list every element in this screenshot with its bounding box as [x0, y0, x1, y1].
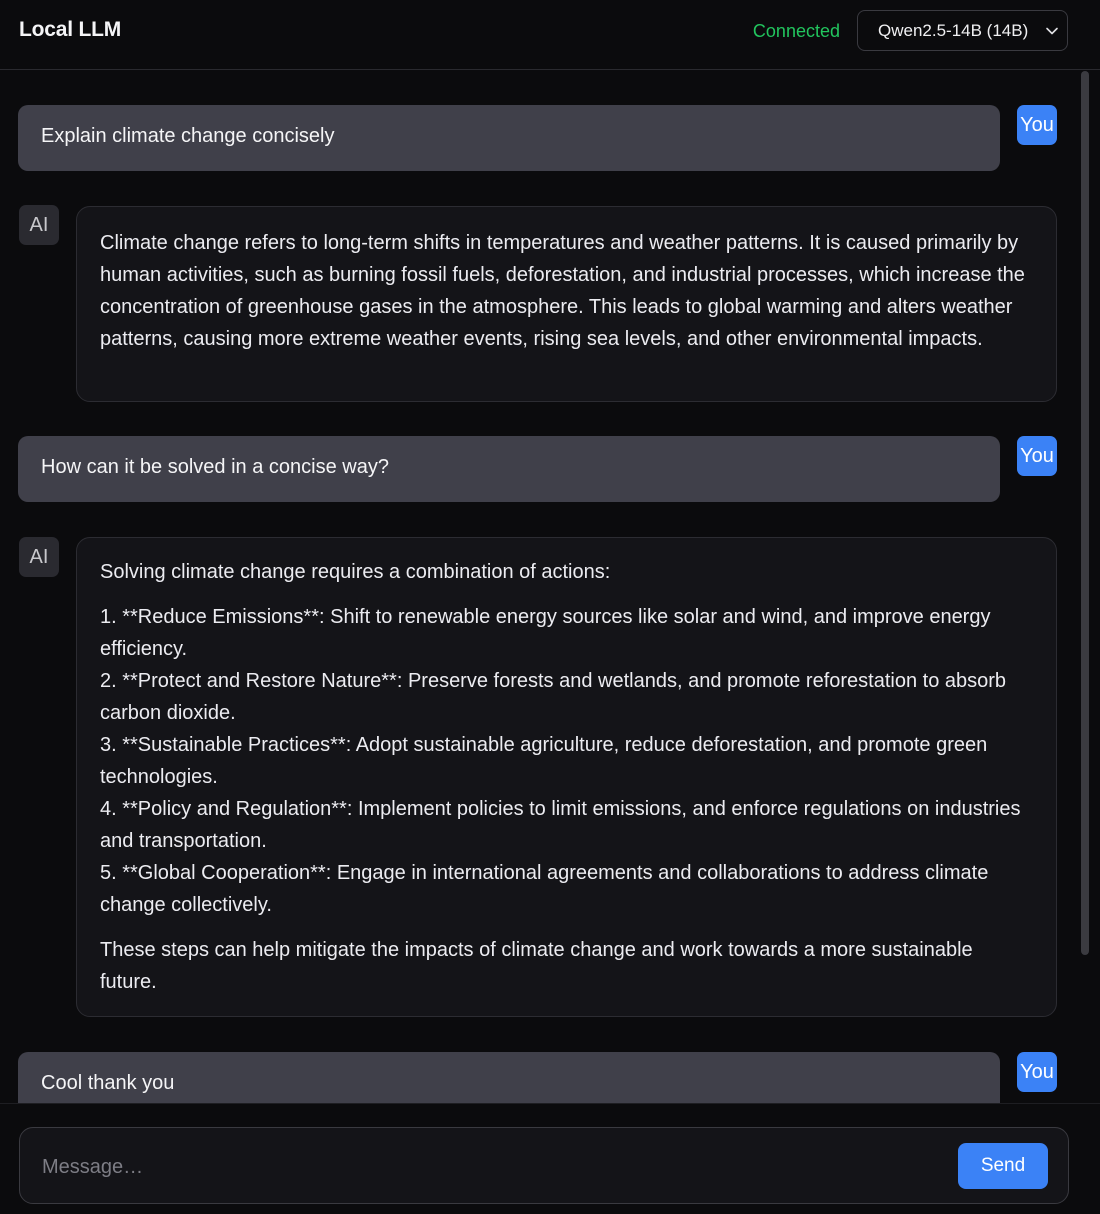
list-item: 1. **Reduce Emissions**: Shift to renewable energy sources like solar and wind, and improve energy efficiency.	[100, 606, 991, 660]
ai-message-intro: Solving climate change requires a combination of actions:	[100, 561, 611, 583]
message-input[interactable]	[40, 1152, 944, 1182]
connection-status: Connected	[752, 21, 840, 41]
list-item: 2. **Protect and Restore Nature**: Preserve forests and wetlands, and promote reforestation to absorb carbon dioxide.	[100, 670, 1007, 724]
list-item: 3. **Sustainable Practices**: Adopt sustainable agriculture, reduce deforestation, and promote green technologies.	[100, 734, 988, 788]
user-message: Explain climate change concisely	[18, 105, 1000, 171]
model-select-value: Qwen2.5-14B (14B)	[878, 21, 1029, 40]
composer	[19, 1127, 1069, 1204]
chevron-down-icon	[1045, 24, 1059, 38]
model-select[interactable]	[857, 10, 1068, 51]
ai-message-outro: These steps can help mitigate the impacts of climate change and work towards a more sustainable future.	[100, 939, 973, 993]
chat-thread[interactable]	[0, 71, 1100, 1103]
ai-message-paragraph: Climate change refers to long-term shifts in temperatures and weather patterns. It is caused primarily by human activities, such as burning fossil fuels, deforestation, and industrial processes, which increase the concentration of greenhouse gases in the atmosphere. This leads to global warming and alters weather patterns, causing more extreme weather events, rising sea levels, and other environmental impacts.	[100, 232, 1025, 350]
list-item: 5. **Global Cooperation**: Engage in international agreements and collaborations to address climate change collectively.	[100, 862, 989, 916]
user-avatar: You	[1017, 1052, 1057, 1092]
user-message: How can it be solved in a concise way?	[18, 436, 1000, 502]
ai-message	[76, 206, 1057, 402]
list-item: 4. **Policy and Regulation**: Implement policies to limit emissions, and enforce regulations on industries and transportation.	[100, 798, 1021, 852]
ai-avatar: AI	[19, 205, 59, 245]
chat-scrollbar[interactable]	[1081, 71, 1089, 955]
user-avatar: You	[1017, 436, 1057, 476]
user-message: Cool thank you	[18, 1052, 1000, 1103]
ai-message	[76, 537, 1057, 1017]
header	[0, 0, 1100, 70]
send-button[interactable]: Send	[958, 1143, 1048, 1189]
ai-avatar: AI	[19, 537, 59, 577]
user-avatar: You	[1017, 105, 1057, 145]
app-title: Local LLM	[19, 18, 122, 41]
ai-message-list	[100, 601, 1033, 921]
